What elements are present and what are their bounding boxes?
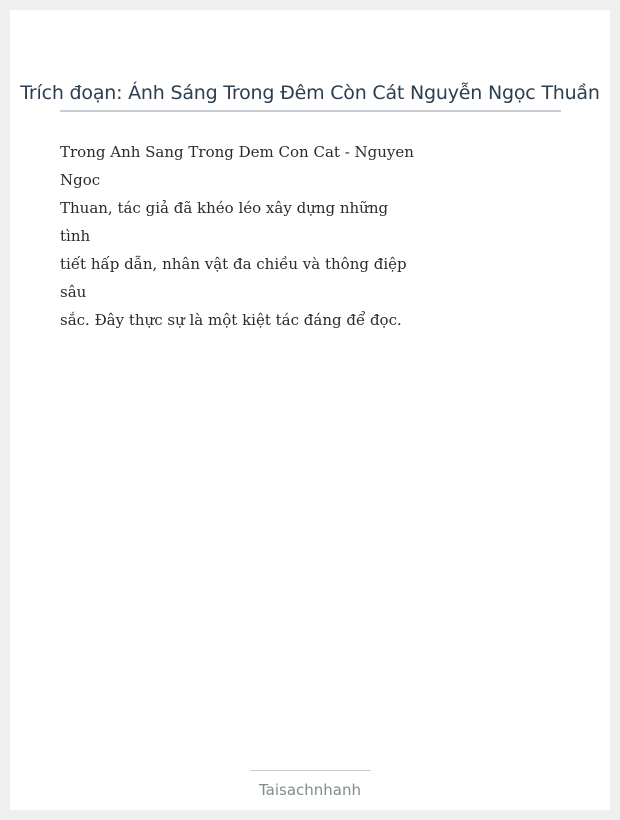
body-line: Thuan, tác giả đã khéo léo xây dựng những bbox=[60, 199, 389, 217]
title-divider bbox=[60, 110, 561, 112]
body-line: sắc. Đây thực sự là một kiệt tác đáng để đọc. bbox=[60, 311, 402, 329]
body-line: tình bbox=[60, 227, 91, 245]
page-title: Trích đoạn: Ánh Sáng Trong Đêm Còn Cát Nguyễn Ngọc Thuần bbox=[20, 82, 600, 104]
document-page bbox=[10, 10, 610, 810]
body-line: tiết hấp dẫn, nhân vật đa chiều và thông điệp bbox=[60, 255, 407, 273]
body-line: Trong Anh Sang Trong Dem Con Cat - Nguyen bbox=[60, 143, 414, 161]
footer-site-name: Taisachnhanh bbox=[258, 781, 362, 799]
body-line: Ngoc bbox=[60, 171, 101, 189]
body-line: sâu bbox=[60, 283, 87, 301]
footer-divider bbox=[250, 770, 371, 771]
excerpt-body bbox=[60, 138, 414, 334]
